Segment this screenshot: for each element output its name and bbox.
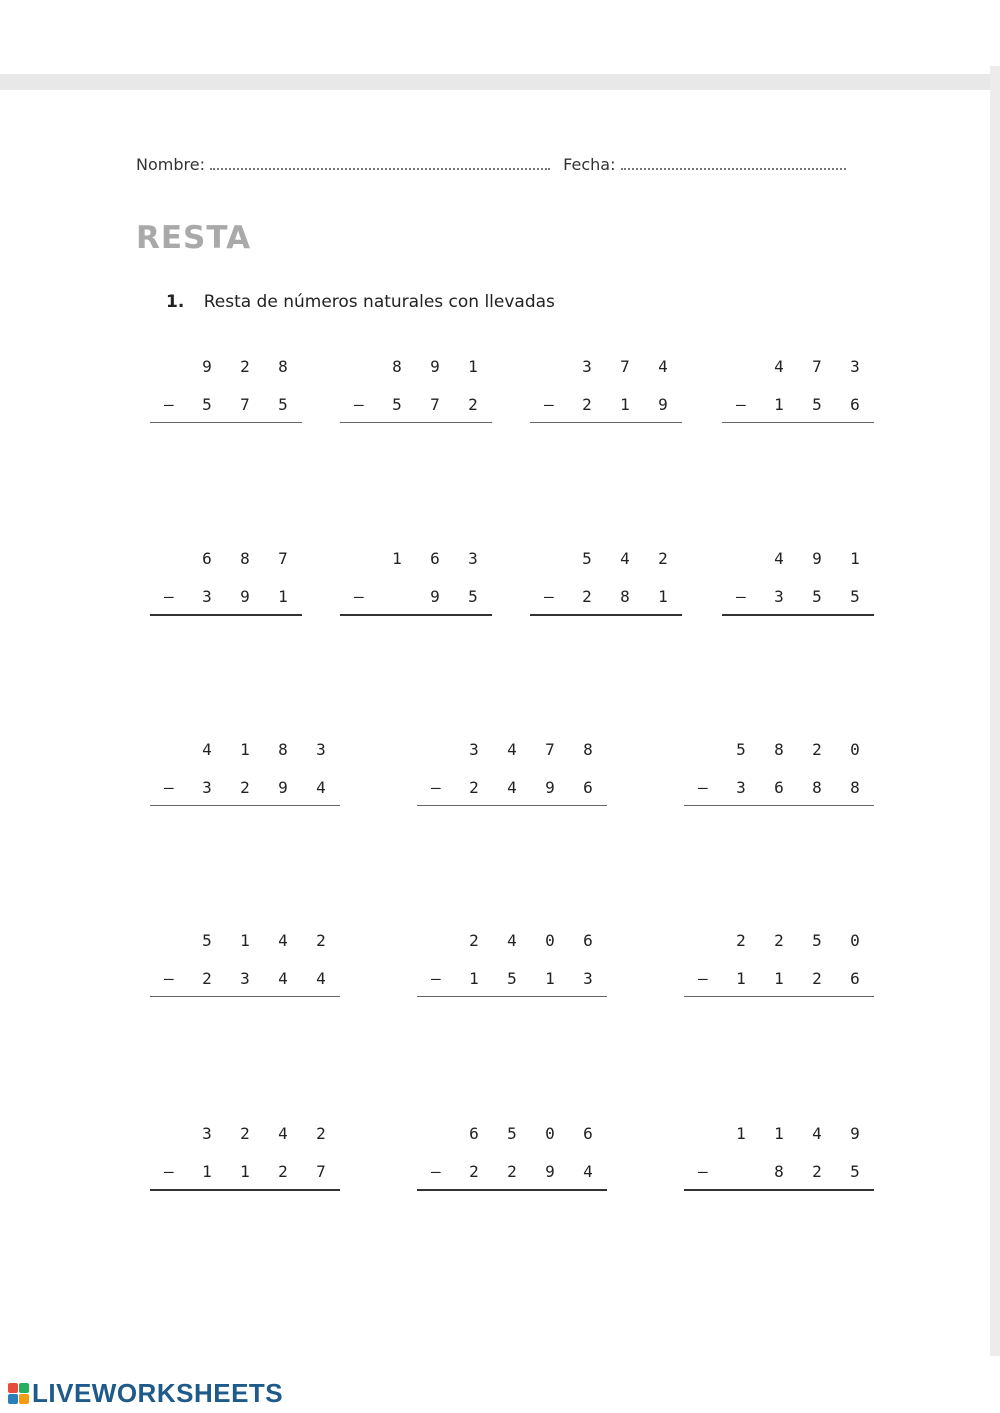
minus-sign: – <box>698 778 708 797</box>
answer-line[interactable] <box>150 422 302 423</box>
digit: 8 <box>774 740 784 759</box>
subtrahend-row <box>417 1162 607 1182</box>
digit: 4 <box>202 740 212 759</box>
digit: 4 <box>278 969 288 988</box>
subtrahend-row <box>530 395 682 415</box>
digit: 3 <box>850 357 860 376</box>
subtraction-problem <box>530 357 682 427</box>
minus-sign: – <box>544 395 554 414</box>
minuend-row <box>150 931 340 951</box>
digit: 0 <box>545 1124 555 1143</box>
subtrahend-row <box>150 1162 340 1182</box>
digit: 1 <box>468 357 478 376</box>
exercise-text: Resta de números naturales con llevadas <box>203 292 555 312</box>
digit: 5 <box>812 395 822 414</box>
digit: 1 <box>774 969 784 988</box>
digit: 0 <box>545 931 555 950</box>
logo-mark-icon <box>8 1383 29 1404</box>
subtraction-problem <box>150 1124 340 1194</box>
digit: 2 <box>316 931 326 950</box>
answer-line[interactable] <box>684 1189 874 1191</box>
subtrahend-row <box>530 587 682 607</box>
answer-line[interactable] <box>417 996 607 997</box>
minus-sign: – <box>544 587 554 606</box>
digit: 4 <box>316 969 326 988</box>
page-title: RESTA <box>136 220 252 256</box>
digit: 1 <box>736 1124 746 1143</box>
logo-mark-square <box>19 1394 29 1404</box>
digit: 5 <box>468 587 478 606</box>
digit: 3 <box>202 1124 212 1143</box>
answer-line[interactable] <box>150 1189 340 1191</box>
digit: 3 <box>468 549 478 568</box>
digit: 3 <box>583 969 593 988</box>
digit: 5 <box>507 1124 517 1143</box>
minuend-row <box>684 931 874 951</box>
digit: 6 <box>850 969 860 988</box>
subtrahend-row <box>150 587 302 607</box>
subtraction-problem <box>722 357 874 427</box>
digit: 8 <box>620 587 630 606</box>
subtrahend-row <box>150 778 340 798</box>
digit: 5 <box>736 740 746 759</box>
digit: 8 <box>583 740 593 759</box>
digit: 5 <box>812 931 822 950</box>
digit: 5 <box>278 395 288 414</box>
minuend-row <box>150 549 302 569</box>
digit: 0 <box>850 740 860 759</box>
minuend-row <box>150 357 302 377</box>
answer-line[interactable] <box>417 805 607 806</box>
digit: 2 <box>278 1162 288 1181</box>
answer-line[interactable] <box>530 422 682 423</box>
digit: 3 <box>316 740 326 759</box>
digit: 2 <box>812 740 822 759</box>
digit: 4 <box>658 357 668 376</box>
subtrahend-row <box>150 969 340 989</box>
digit: 7 <box>316 1162 326 1181</box>
subtraction-problem <box>150 740 340 810</box>
digit: 2 <box>469 778 479 797</box>
page-top-border <box>0 74 1000 90</box>
minus-sign: – <box>431 778 441 797</box>
digit: 6 <box>430 549 440 568</box>
digit: 1 <box>850 549 860 568</box>
subtraction-problem <box>722 549 874 619</box>
digit: 4 <box>507 778 517 797</box>
digit: 2 <box>240 1124 250 1143</box>
digit: 9 <box>812 549 822 568</box>
subtraction-problem <box>684 1124 874 1194</box>
subtraction-problem <box>417 740 607 810</box>
digit: 5 <box>850 587 860 606</box>
subtrahend-row <box>684 969 874 989</box>
digit: 6 <box>583 1124 593 1143</box>
digit: 8 <box>278 357 288 376</box>
answer-line[interactable] <box>150 996 340 997</box>
subtraction-problem <box>530 549 682 619</box>
subtrahend-row <box>150 395 302 415</box>
digit: 1 <box>658 587 668 606</box>
subtraction-problem <box>417 1124 607 1194</box>
digit: 4 <box>278 1124 288 1143</box>
minus-sign: – <box>698 1162 708 1181</box>
digit: 2 <box>812 1162 822 1181</box>
digit: 2 <box>240 778 250 797</box>
minus-sign: – <box>164 778 174 797</box>
digit: 9 <box>278 778 288 797</box>
digit: 7 <box>812 357 822 376</box>
digit: 8 <box>278 740 288 759</box>
subtrahend-row <box>417 969 607 989</box>
minuend-row <box>340 549 492 569</box>
minuend-row <box>340 357 492 377</box>
digit: 1 <box>620 395 630 414</box>
digit: 5 <box>582 549 592 568</box>
logo-mark-square <box>8 1394 18 1404</box>
minuend-row <box>150 1124 340 1144</box>
digit: 1 <box>202 1162 212 1181</box>
subtrahend-row <box>684 778 874 798</box>
answer-line[interactable] <box>417 1189 607 1191</box>
subtrahend-row <box>684 1162 874 1182</box>
digit: 1 <box>774 1124 784 1143</box>
digit: 4 <box>774 357 784 376</box>
digit: 4 <box>812 1124 822 1143</box>
digit: 2 <box>507 1162 517 1181</box>
subtraction-problem <box>684 931 874 1001</box>
digit: 3 <box>736 778 746 797</box>
digit: 2 <box>736 931 746 950</box>
answer-line[interactable] <box>340 614 492 616</box>
digit: 2 <box>469 1162 479 1181</box>
digit: 2 <box>316 1124 326 1143</box>
digit: 4 <box>507 931 517 950</box>
digit: 8 <box>812 778 822 797</box>
digit: 2 <box>469 931 479 950</box>
logo-mark-square <box>8 1383 18 1393</box>
answer-line[interactable] <box>150 805 340 806</box>
digit: 9 <box>430 357 440 376</box>
digit <box>722 1162 760 1181</box>
answer-line[interactable] <box>722 422 874 423</box>
digit: 2 <box>240 357 250 376</box>
digit: 6 <box>202 549 212 568</box>
logo-text: LIVEWORKSHEETS <box>32 1378 284 1408</box>
subtraction-problem <box>150 549 302 619</box>
digit: 4 <box>316 778 326 797</box>
digit: 9 <box>658 395 668 414</box>
liveworksheets-logo <box>8 1378 283 1409</box>
digit: 2 <box>658 549 668 568</box>
minuend-row <box>530 549 682 569</box>
answer-line[interactable] <box>684 805 874 806</box>
subtrahend-row <box>722 395 874 415</box>
digit: 9 <box>240 587 250 606</box>
digit: 4 <box>278 931 288 950</box>
minus-sign: – <box>354 395 364 414</box>
digit: 1 <box>240 931 250 950</box>
digit: 7 <box>240 395 250 414</box>
minus-sign: – <box>431 969 441 988</box>
minuend-row <box>417 740 607 760</box>
minuend-row <box>684 1124 874 1144</box>
digit: 5 <box>507 969 517 988</box>
digit: 8 <box>392 357 402 376</box>
minus-sign: – <box>164 1162 174 1181</box>
subtraction-problem <box>150 357 302 427</box>
digit: 1 <box>392 549 402 568</box>
subtraction-problem <box>684 740 874 810</box>
digit: 8 <box>774 1162 784 1181</box>
digit: 9 <box>430 587 440 606</box>
minuend-row <box>530 357 682 377</box>
digit: 8 <box>850 778 860 797</box>
digit: 8 <box>240 549 250 568</box>
digit: 6 <box>583 931 593 950</box>
digit: 7 <box>545 740 555 759</box>
digit: 9 <box>545 1162 555 1181</box>
minuend-row <box>417 1124 607 1144</box>
minus-sign: – <box>164 587 174 606</box>
answer-line[interactable] <box>530 614 682 616</box>
subtraction-problem <box>150 931 340 1001</box>
answer-line[interactable] <box>150 614 302 616</box>
logo-mark-square <box>19 1383 29 1393</box>
digit: 9 <box>202 357 212 376</box>
digit: 6 <box>850 395 860 414</box>
digit: 4 <box>774 549 784 568</box>
answer-line[interactable] <box>722 614 874 616</box>
digit: 7 <box>278 549 288 568</box>
digit: 7 <box>620 357 630 376</box>
digit: 1 <box>240 740 250 759</box>
digit: 1 <box>278 587 288 606</box>
digit: 7 <box>430 395 440 414</box>
digit: 2 <box>582 587 592 606</box>
digit: 6 <box>583 778 593 797</box>
digit: 3 <box>469 740 479 759</box>
name-label: Nombre: <box>136 155 205 174</box>
digit: 4 <box>583 1162 593 1181</box>
minus-sign: – <box>354 587 364 606</box>
date-field[interactable] <box>621 164 846 170</box>
exercise-number: 1. <box>166 292 185 312</box>
digit: 1 <box>545 969 555 988</box>
digit: 0 <box>850 931 860 950</box>
digit: 6 <box>469 1124 479 1143</box>
subtrahend-row <box>340 587 492 607</box>
minus-sign: – <box>736 395 746 414</box>
page-right-border <box>990 66 1000 1356</box>
digit: 3 <box>202 587 212 606</box>
digit: 2 <box>812 969 822 988</box>
digit: 5 <box>850 1162 860 1181</box>
digit: 3 <box>582 357 592 376</box>
digit <box>378 587 416 606</box>
digit: 3 <box>202 778 212 797</box>
answer-line[interactable] <box>684 996 874 997</box>
digit: 5 <box>392 395 402 414</box>
digit: 3 <box>240 969 250 988</box>
subtraction-problem <box>340 549 492 619</box>
digit: 1 <box>774 395 784 414</box>
digit: 1 <box>240 1162 250 1181</box>
minuend-row <box>722 549 874 569</box>
digit: 5 <box>202 395 212 414</box>
header-line <box>136 155 846 174</box>
answer-line[interactable] <box>340 422 492 423</box>
minus-sign: – <box>431 1162 441 1181</box>
exercise-heading <box>166 292 555 312</box>
subtraction-problem <box>417 931 607 1001</box>
minus-sign: – <box>164 969 174 988</box>
name-field[interactable] <box>210 164 550 170</box>
minus-sign: – <box>736 587 746 606</box>
digit: 2 <box>774 931 784 950</box>
digit: 2 <box>202 969 212 988</box>
subtrahend-row <box>722 587 874 607</box>
subtraction-problem <box>340 357 492 427</box>
minuend-row <box>684 740 874 760</box>
digit: 4 <box>620 549 630 568</box>
digit: 5 <box>202 931 212 950</box>
minus-sign: – <box>164 395 174 414</box>
minuend-row <box>722 357 874 377</box>
digit: 3 <box>774 587 784 606</box>
digit: 2 <box>468 395 478 414</box>
date-label: Fecha: <box>563 155 616 174</box>
digit: 9 <box>545 778 555 797</box>
digit: 4 <box>507 740 517 759</box>
subtrahend-row <box>340 395 492 415</box>
minuend-row <box>417 931 607 951</box>
minus-sign: – <box>698 969 708 988</box>
minuend-row <box>150 740 340 760</box>
digit: 5 <box>812 587 822 606</box>
digit: 9 <box>850 1124 860 1143</box>
digit: 1 <box>469 969 479 988</box>
digit: 6 <box>774 778 784 797</box>
digit: 2 <box>582 395 592 414</box>
subtrahend-row <box>417 778 607 798</box>
digit: 1 <box>736 969 746 988</box>
